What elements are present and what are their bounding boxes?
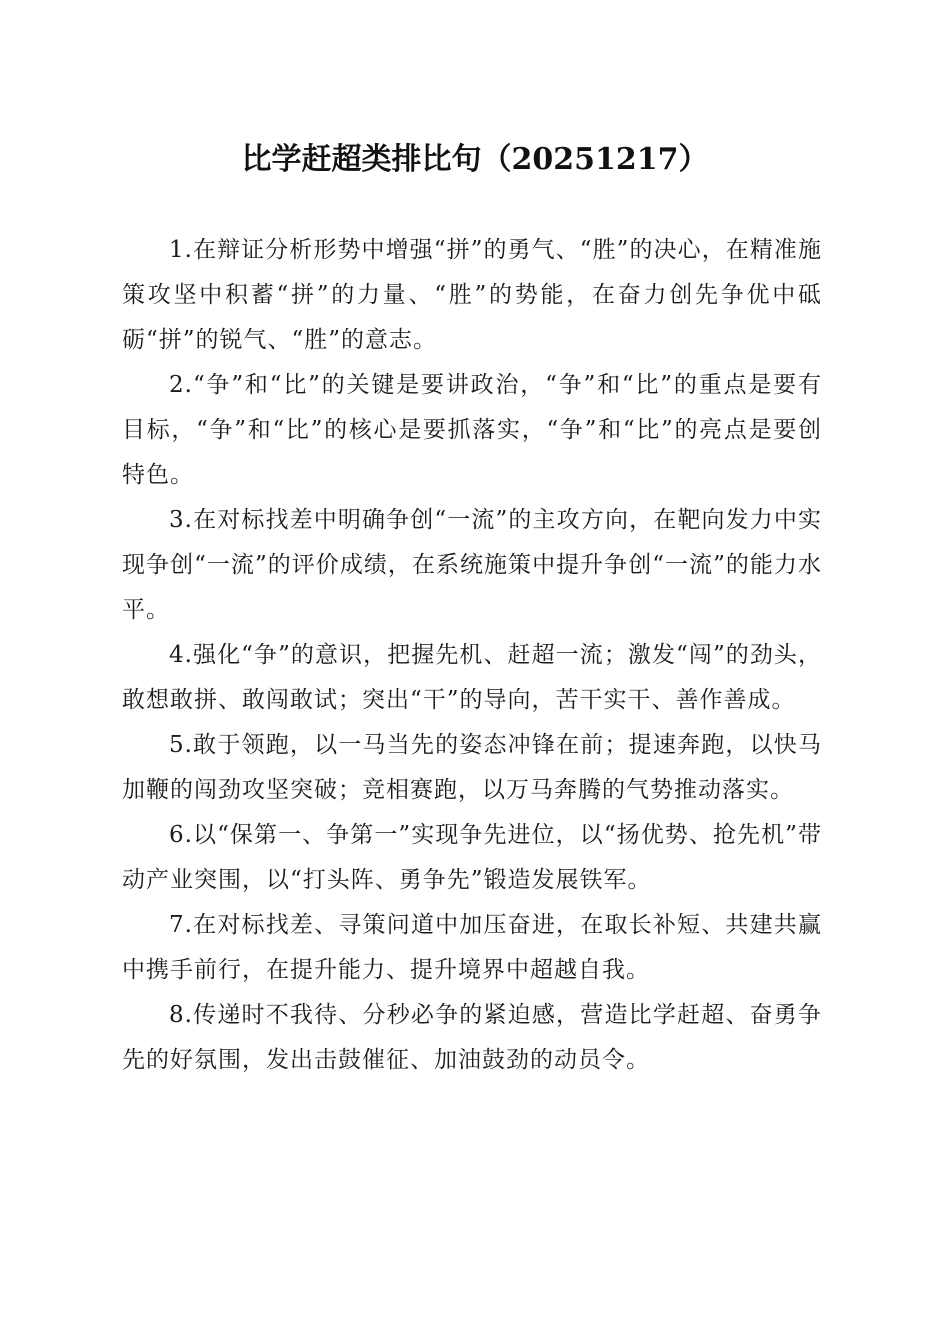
paragraph-7: 7.在对标找差、寻策问道中加压奋进，在取长补短、共建共赢中携手前行，在提升能力、提升境界中超越自我。: [122, 912, 822, 983]
document-body: [122, 228, 822, 1083]
paragraph-8: 8.传递时不我待、分秒必争的紧迫感，营造比学赶超、奋勇争先的好氛围，发出击鼓催征、加油鼓劲的动员令。: [122, 1002, 822, 1073]
paragraph-2: 2.“争”和“比”的关键是要讲政治，“争”和“比”的重点是要有目标，“争”和“比”的核心是要抓落实，“争”和“比”的亮点是要创特色。: [122, 372, 822, 488]
document-title: 比学赶超类排比句（20251217）: [241, 142, 709, 177]
paragraph-6: 6.以“保第一、争第一”实现争先进位，以“扬优势、抢先机”带动产业突围，以“打头阵、勇争先”锻造发展铁军。: [122, 822, 822, 893]
paragraph-3: 3.在对标找差中明确争创“一流”的主攻方向，在靶向发力中实现争创“一流”的评价成绩，在系统施策中提升争创“一流”的能力水平。: [122, 507, 822, 623]
paragraph-5: 5.敢于领跑，以一马当先的姿态冲锋在前；提速奔跑，以快马加鞭的闯劲攻坚突破；竞相赛跑，以万马奔腾的气势推动落实。: [122, 732, 822, 803]
paragraph-4: 4.强化“争”的意识，把握先机、赶超一流；激发“闯”的劲头，敢想敢拼、敢闯敢试；突出“干”的导向，苦干实干、善作善成。: [122, 642, 822, 713]
paragraph-1: 1.在辩证分析形势中增强“拼”的勇气、“胜”的决心，在精准施策攻坚中积蓄“拼”的力量、“胜”的势能，在奋力创先争优中砥砺“拼”的锐气、“胜”的意志。: [122, 237, 822, 353]
